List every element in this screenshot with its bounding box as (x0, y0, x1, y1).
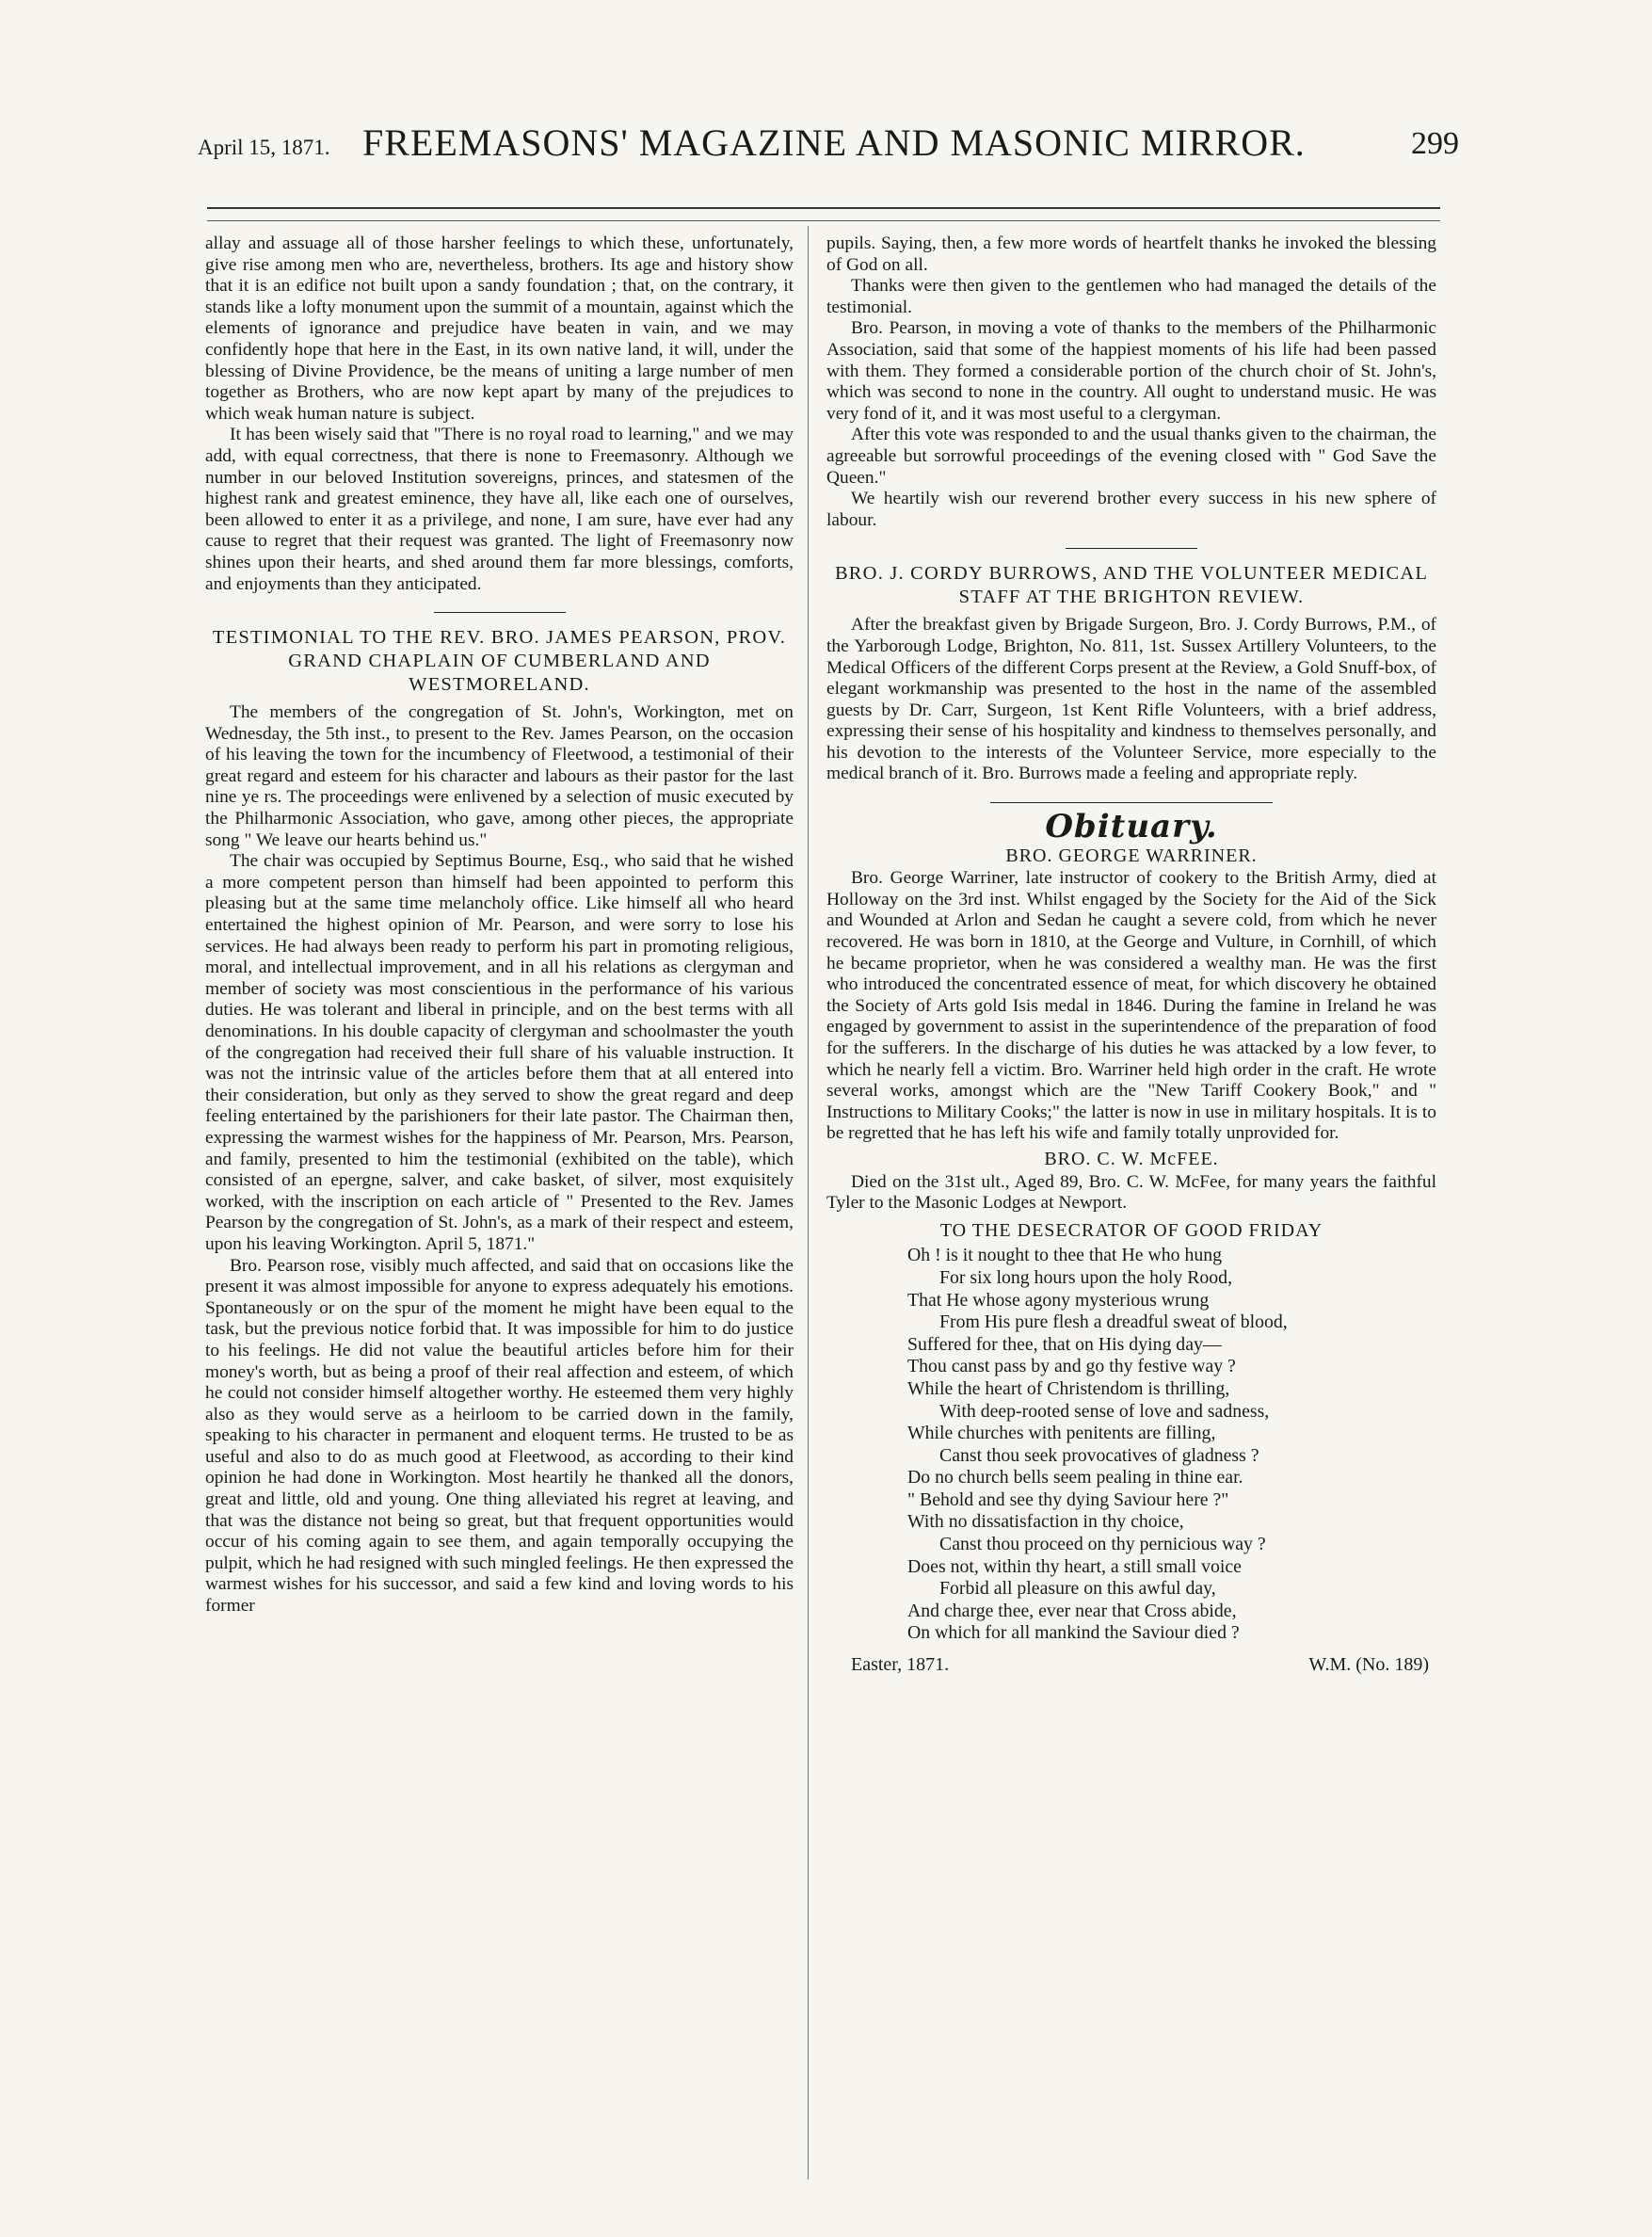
poem-line: " Behold and see thy dying Saviour here ?" (907, 1489, 1229, 1510)
poem-line: Canst thou proceed on thy pernicious way ? (939, 1534, 1266, 1555)
page-header (198, 121, 1459, 177)
paragraph: After this vote was responded to and the usual thanks given to the chairman, the agreeable but sorrowful proceedings of the evening closed with " God Save the Queen." (826, 425, 1436, 488)
poem-line: Suffered for thee, that on His dying day— (907, 1333, 1222, 1355)
paragraph: It has been wisely said that "There is no royal road to learning," and we may add, with equal correctness, that there is none to Freemasonry. Although we number in our beloved Institution sovereigns, princes, and statesmen of the highest rank and greatest eminence, they have all, like each one of ourselves, been allowed to enter it as a privilege, and none, I am sure, have ever had any cause to regret that their request was granted. The light of Freemasonry now shines upon their hearts, and shed around them far more blessings, comforts, and enjoyments than they anticipated. (205, 425, 794, 594)
poem-title: TO THE DESECRATOR OF GOOD FRIDAY (939, 1219, 1323, 1241)
paragraph: The members of the congregation of St. John's, Workington, met on Wednesday, the 5th inst., to present to the Rev. James Pearson, on the occasion of his leaving the town for the incumbency of Fleetwood, a testimonial of their great regard and esteem for his character and labours as their pastor for the last nine ye rs. The proceedings were enlivened by a selection of music executed by the Philharmonic Association, who gave, among other pieces, the appropriate song " We leave our hearts behind us." (205, 702, 794, 850)
poem-date: Easter, 1871. (851, 1654, 950, 1676)
paragraph: Bro. George Warriner, late instructor of cookery to the British Army, died at Holloway on the 3rd inst. Whilst engaged by the Society for the Aid of the Sick and Wounded at Arlon and Sedan he caught a severe cold, from which he never recovered. He was born in 1810, at the George and Vulture, in Cornhill, of which he became proprietor, when he was considered a wealthy man. He was the first who introduced the concentrated essence of meat, for which discovery he obtained the Society of Arts gold Isis medal in 1846. During the famine in Ireland he was engaged by government to assist in the superintendence of the preparation of food for the sufferers. In the discharge of his duties he was attacked by a low fever, to which he nearly fell a victim. Bro. Warriner held high order in the craft. He wrote several works, amongst which are the "New Tariff Cookery Book," and " Instructions to Military Cooks;" the latter is now in use in military hospitals. It is to be regretted that he has left his wife and family totally unprovided for. (826, 868, 1436, 1144)
poem-line: While churches with penitents are filling, (907, 1423, 1216, 1444)
poem-line: Forbid all pleasure on this awful day, (939, 1578, 1216, 1600)
right-column (826, 233, 1436, 1676)
left-column (205, 233, 794, 1617)
poem-author: W.M. (No. 189) (1308, 1654, 1429, 1676)
header-rule (207, 207, 1440, 209)
column-divider (808, 226, 809, 2180)
magazine-title: FREEMASONS' MAGAZINE AND MASONIC MIRROR. (362, 121, 1306, 164)
poem-line: From His pure flesh a dreadful sweat of blood, (939, 1312, 1288, 1333)
obituary-title: Obituary. (1045, 808, 1218, 846)
poem-line: On which for all mankind the Saviour died ? (907, 1622, 1240, 1644)
poem-line: Canst thou seek provocatives of gladness ? (939, 1444, 1259, 1466)
poem-line: And charge thee, ever near that Cross abide, (907, 1600, 1237, 1621)
poem (907, 1245, 1436, 1645)
section-rule (434, 612, 566, 613)
paragraph: Bro. Pearson rose, visibly much affected, and said that on occasions like the present it was almost impossible for anyone to express adequately his emotions. Spontaneously or on the spur of the moment he might have been equal to the task, but the previous notice forbid that. It was impossible for him to do justice to his feelings. He did not value the beautiful articles before him for their money's worth, but as being a proof of their real affection and esteem, of which he could not consider himself altogether worthy. He esteemed them very highly also as they would serve as a heirloom to be carried down in the family, speaking to his character in permanent and eloquent terms. He trusted to be as useful and also to do as much good at Fleetwood, as according to their kind opinion he had done in Workington. Most heartily he thanked all the donors, great and little, old and young. One thing alleviated his regret at leaving, and that was the distance not being so great, but that frequent opportunities would occur of his coming again to see them, and again temporally occupying the pulpit, which he had resigned with such mingled feelings. He then expressed the warmest wishes for his successor, and said a few kind and loving words to his former (205, 1255, 794, 1617)
poem-line: With deep-rooted sense of love and sadness, (939, 1400, 1270, 1422)
paragraph: After the breakfast given by Brigade Surgeon, Bro. J. Cordy Burrows, P.M., of the Yarborough Lodge, Brighton, No. 811, 1st. Sussex Artillery Volunteers, to the Medical Officers of the different Corps present at the Review, a Gold Snuff-box, of elegant workmanship was presented to the host in the name of the assembled guests by Dr. Carr, Surgeon, 1st Kent Rifle Volunteers, with a brief address, expressing their sense of his hospitality and kindness to themselves personally, and his devotion to the interests of the Volunteer Service, more especially to the medical branch of it. Bro. Burrows made a feeling and appropriate reply. (826, 615, 1436, 784)
paragraph: allay and assuage all of those harsher feelings to which these, unfortunately, give rise among men who are, nevertheless, brothers. Its age and history show that it is an edifice not built upon a sandy foundation ; that, on the contrary, it stands like a lofty monument upon the summit of a mountain, against which the elements of ignorance and prejudice have beaten in vain, and we may confidently hope that here in the East, in its own native land, it will, under the blessing of Divine Providence, be the means of uniting a large number of men together as Brothers, who are now kept apart by many of the prejudices to which weak human nature is subject. (205, 233, 794, 424)
burrows-heading: BRO. J. CORDY BURROWS, AND THE VOLUNTEER MEDICAL STAFF AT THE BRIGHTON REVIEW. (834, 563, 1429, 608)
poem-line: Oh ! is it nought to thee that He who hung (907, 1245, 1223, 1266)
section-rule (1066, 548, 1197, 549)
testimonial-heading: TESTIMONIAL TO THE REV. BRO. JAMES PEARSON, PROV. GRAND CHAPLAIN OF CUMBERLAND AND WESTMORELAND. (212, 627, 787, 696)
poem-line: Does not, within thy heart, a still small voice (907, 1555, 1242, 1577)
poem-line: That He whose agony mysterious wrung (907, 1289, 1210, 1311)
paragraph: Bro. Pearson, in moving a vote of thanks to the members of the Philharmonic Association, said that some of the happiest moments of his life had been passed with them. They formed a considerable portion of the church choir of St. John's, which was second to none in the country. All ought to understand music. He was very fond of it, and it was most useful to a clergyman. (826, 318, 1436, 424)
poem-line: While the heart of Christendom is thrilling, (907, 1377, 1230, 1399)
poem-line: Thou canst pass by and go thy festive way ? (907, 1356, 1236, 1377)
warriner-heading: BRO. GEORGE WARRINER. (1005, 845, 1258, 866)
poem-line: For six long hours upon the holy Rood, (939, 1266, 1233, 1288)
paragraph: pupils. Saying, then, a few more words of heartfelt thanks he invoked the blessing of God on all. (826, 233, 1436, 275)
mcfee-heading: BRO. C. W. McFEE. (1044, 1148, 1219, 1169)
paragraph: Died on the 31st ult., Aged 89, Bro. C. W. McFee, for many years the faithful Tyler to the Masonic Lodges at Newport. (826, 1171, 1436, 1214)
poem-line: With no dissatisfaction in thy choice, (907, 1511, 1184, 1533)
paragraph: Thanks were then given to the gentlemen who had managed the details of the testimonial. (826, 276, 1436, 317)
poem-signature (851, 1654, 1429, 1676)
page-number: 299 (1411, 126, 1459, 161)
issue-date: April 15, 1871. (198, 136, 330, 159)
paragraph: We heartily wish our reverend brother every success in his new sphere of labour. (826, 489, 1436, 530)
paragraph: The chair was occupied by Septimus Bourne, Esq., who said that he wished a more competent person than himself had been appointed to perform this pleasing but at the same time melancholy office. Like himself all who heard entertained the highest opinion of Mr. Pearson, and were sorry to lose his services. He had always been ready to perform his part in promoting religious, moral, and intellectual improvement, and in all his relations as clergyman and member of society was most conscientious in the performance of his various duties. He was tolerant and liberal in principle, and on the best terms with all denominations. In his double capacity of clergyman and schoolmaster the youth of the congregation had received their full share of his valuable instruction. It was not the intrinsic value of the articles before them that at all entered into their consideration, but only as they served to show the great regard and deep feeling entertained by the parishioners for their late pastor. The Chairman then, expressing the warmest wishes for the happiness of Mr. Pearson, Mrs. Pearson, and family, presented to him the testimonial (exhibited on the table), which consisted of an epergne, salver, and cake basket, of silver, most exquisitely worked, with the inscription on each article of " Presented to the Rev. James Pearson by the congregation of St. John's, as a mark of their respect and esteem, upon his leaving Workington. April 5, 1871." (205, 851, 794, 1254)
section-rule (990, 802, 1273, 803)
poem-line: Do no church bells seem pealing in thine ear. (907, 1467, 1243, 1489)
header-rule-thin (207, 220, 1440, 221)
